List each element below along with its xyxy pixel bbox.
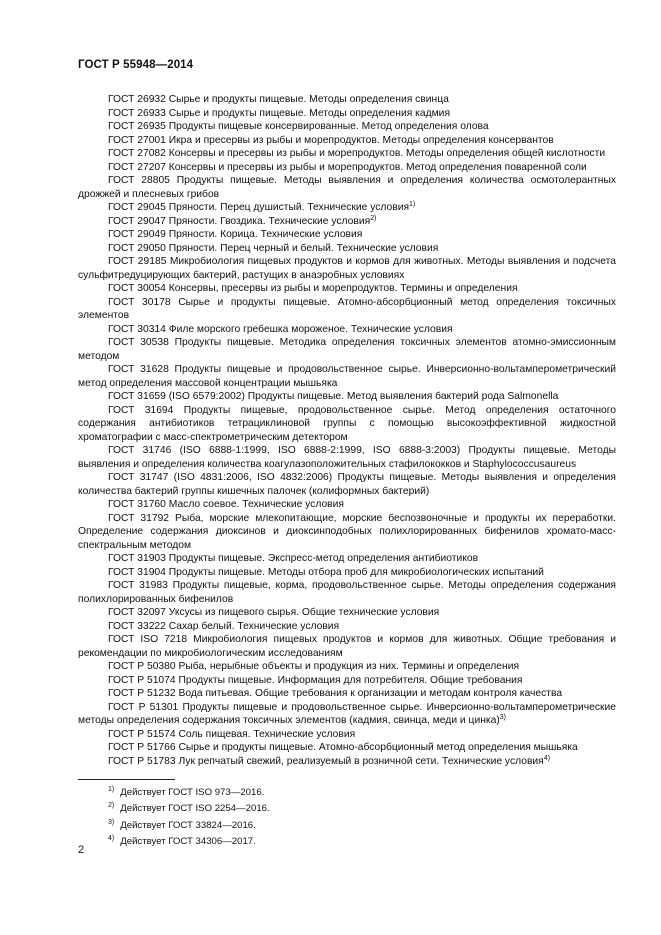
reference-text: ГОСТ 32097 Уксусы из пищевого сырья. Общие технические условия xyxy=(108,607,440,618)
reference-item xyxy=(78,323,616,337)
footnote-item xyxy=(108,818,270,834)
reference-text: ГОСТ 30314 Филе морского гребешка мороженое. Технические условия xyxy=(108,323,453,335)
reference-item xyxy=(78,147,616,161)
reference-text: ГОСТ 31904 Продукты пищевые. Методы отбора проб для микробиологических испытаний xyxy=(108,566,544,578)
reference-text: ГОСТ 31792 Рыба, морские млекопитающие, морские беспозвоночные и продукты их переработки. Определение содержания диоксинов и диоксинподобных полихлорированных бифенилов хромато-масс-спектральным методом xyxy=(78,512,616,551)
reference-text: ГОСТ 26932 Сырье и продукты пищевые. Методы определения свинца xyxy=(108,94,449,105)
reference-item xyxy=(78,228,616,242)
reference-item xyxy=(78,242,616,256)
reference-text: ГОСТ 27207 Консервы и пресервы из рыбы и морепродуктов. Метод определения поваренной соли xyxy=(108,161,587,173)
footnote-item xyxy=(108,785,270,801)
reference-item xyxy=(78,755,616,769)
footnote-item xyxy=(108,834,270,850)
reference-item xyxy=(78,633,616,660)
footnote-mark: 1) xyxy=(409,201,416,208)
reference-text: ГОСТ 29185 Микробиология пищевых продуктов и кормов для животных. Методы выявления и подсчета сульфитредуцирующих бактерий, растущих в анаэробных условиях xyxy=(78,256,616,281)
reference-item xyxy=(78,498,616,512)
footnote-text: Действует ГОСТ ISO 973—2016. xyxy=(120,787,265,798)
reference-text: ГОСТ 30054 Консервы, пресервы из рыбы и морепродуктов. Термины и определения xyxy=(108,283,518,294)
footnote-mark: 2) xyxy=(370,214,377,222)
reference-text: ГОСТ 31760 Масло соевое. Технические условия xyxy=(108,499,344,510)
reference-item xyxy=(78,687,616,701)
reference-text: ГОСТ 27001 Икра и пресервы из рыбы и морепродуктов. Методы определения консервантов xyxy=(108,134,554,146)
reference-text: ГОСТ 31903 Продукты пищевые. Экспресс-метод определения антибиотиков xyxy=(108,553,479,564)
footnote-number: 2) xyxy=(108,802,115,810)
reference-text: ГОСТ 29050 Пряности. Перец черный и белый. Технические условия xyxy=(108,242,439,254)
reference-item xyxy=(78,201,616,215)
reference-text: ГОСТ 31746 (ISO 6888-1:1999, ISO 6888-2:1999, ISO 6888-3:2003) Продукты пищевые. Методы выявления и определения количества коагулазоположительных стафилококков и Staphylococcusaureus xyxy=(78,445,616,470)
footnote-text: Действует ГОСТ 33824—2016. xyxy=(120,819,256,831)
reference-text: ГОСТ 31747 (ISO 4831:2006, ISO 4832:2006) Продукты пищевые. Методы выявления и определения количества бактерий группы кишечных палочек (колиформных бактерий) xyxy=(78,472,616,497)
reference-text: ГОСТ Р 51783 Лук репчатый свежий, реализуемый в розничной сети. Технические условия xyxy=(108,755,544,767)
reference-item xyxy=(78,134,616,148)
reference-text: ГОСТ 27082 Консервы и пресервы из рыбы и морепродуктов. Методы определения общей кислотности xyxy=(108,148,606,159)
reference-item xyxy=(78,255,616,282)
reference-item xyxy=(78,215,616,229)
footnote-mark: 4) xyxy=(543,754,550,762)
footnotes-list xyxy=(108,785,270,850)
reference-text: ГОСТ 31659 (ISO 6579:2002) Продукты пищевые. Метод выявления бактерий рода Salmonella xyxy=(108,391,559,402)
reference-text: ГОСТ 31694 Продукты пищевые, продовольственное сырье. Метод определения остаточного содержания антибиотиков тетрациклиновой группы с помощью высокоэффективной жидкостной хроматографии с масс-спектрометрическим детектором xyxy=(78,404,616,443)
reference-item xyxy=(78,566,616,580)
reference-item xyxy=(78,282,616,296)
reference-text: ГОСТ 26933 Сырье и продукты пищевые. Методы определения кадмия xyxy=(108,107,451,119)
reference-item xyxy=(78,741,616,755)
reference-item xyxy=(78,390,616,404)
reference-text: ГОСТ ISO 7218 Микробиология пищевых продуктов и кормов для животных. Общие требования и рекомендации по микробиологическим исследованиям xyxy=(78,634,616,659)
document-header: ГОСТ Р 55948—2014 xyxy=(78,59,194,71)
reference-item xyxy=(78,336,616,363)
footnote-text: Действует ГОСТ ISO 2254—2016. xyxy=(120,803,270,815)
reference-item xyxy=(78,404,616,445)
footnote-number: 3) xyxy=(108,818,115,826)
reference-text: ГОСТ 31983 Продукты пищевые, корма, продовольственное сырье. Методы определения содержания полихлорированных бифенилов xyxy=(78,580,616,605)
footnote-mark: 3) xyxy=(499,714,506,721)
reference-text: ГОСТ Р 51766 Сырье и продукты пищевые. Атомно-абсорбционный метод определения мышьяка xyxy=(108,742,578,753)
reference-item xyxy=(78,471,616,498)
reference-text: ГОСТ 29047 Пряности. Гвоздика. Технические условия xyxy=(108,215,371,227)
reference-item xyxy=(78,701,616,728)
reference-item xyxy=(78,579,616,606)
reference-item xyxy=(78,512,616,553)
reference-item xyxy=(78,296,616,323)
reference-text: ГОСТ 26935 Продукты пищевые консервированные. Метод определения олова xyxy=(108,121,489,132)
reference-item xyxy=(78,552,616,566)
reference-text: ГОСТ Р 51301 Продукты пищевые и продовольственное сырье. Инверсионно-вольтамперометрические методы определения содержания токсичных элементов (кадмия, свинца, меди и цинка) xyxy=(78,701,616,726)
reference-item xyxy=(78,174,616,201)
reference-text: ГОСТ 30178 Сырье и продукты пищевые. Атомно-абсорбционный метод определения токсичных элементов xyxy=(78,296,616,321)
reference-text: ГОСТ Р 51232 Вода питьевая. Общие требования к организации и методам контроля качества xyxy=(108,688,563,699)
footnote-item xyxy=(108,801,270,817)
reference-item xyxy=(78,606,616,620)
reference-item xyxy=(78,660,616,674)
footnote-number: 4) xyxy=(108,834,115,842)
reference-item xyxy=(78,728,616,742)
footnote-number: 1) xyxy=(108,786,115,793)
footnote-separator xyxy=(78,779,175,780)
reference-text: ГОСТ 29045 Пряности. Перец душистый. Технические условия xyxy=(108,202,410,213)
reference-text: ГОСТ 28805 Продукты пищевые. Методы выявления и определения количества осмотолерантных дрожжей и плесневых грибов xyxy=(78,175,616,200)
reference-text: ГОСТ 31628 Продукты пищевые и продовольственное сырье. Инверсионно-вольтамперометрический метод определения массовой концентрации мышьяка xyxy=(78,364,616,389)
reference-item xyxy=(78,444,616,471)
reference-text: ГОСТ Р 51074 Продукты пищевые. Информация для потребителя. Общие требования xyxy=(108,674,523,686)
reference-item xyxy=(78,620,616,634)
footnote-text: Действует ГОСТ 34306—2017. xyxy=(120,835,256,847)
reference-text: ГОСТ 29049 Пряности. Корица. Технические условия xyxy=(108,229,363,240)
reference-text: ГОСТ 30538 Продукты пищевые. Методика определения токсичных элементов атомно-эмиссионным методом xyxy=(78,337,616,362)
reference-text: ГОСТ Р 51574 Соль пищевая. Технические условия xyxy=(108,728,356,740)
page-number: 2 xyxy=(78,844,85,856)
reference-item xyxy=(78,107,616,121)
reference-item xyxy=(78,161,616,175)
reference-item xyxy=(78,363,616,390)
normative-references-list xyxy=(78,93,616,768)
reference-item xyxy=(78,93,616,107)
reference-text: ГОСТ Р 50380 Рыба, нерыбные объекты и продукция из них. Термины и определения xyxy=(108,661,520,672)
reference-item xyxy=(78,674,616,688)
reference-item xyxy=(78,120,616,134)
reference-text: ГОСТ 33222 Сахар белый. Технические условия xyxy=(108,620,340,632)
